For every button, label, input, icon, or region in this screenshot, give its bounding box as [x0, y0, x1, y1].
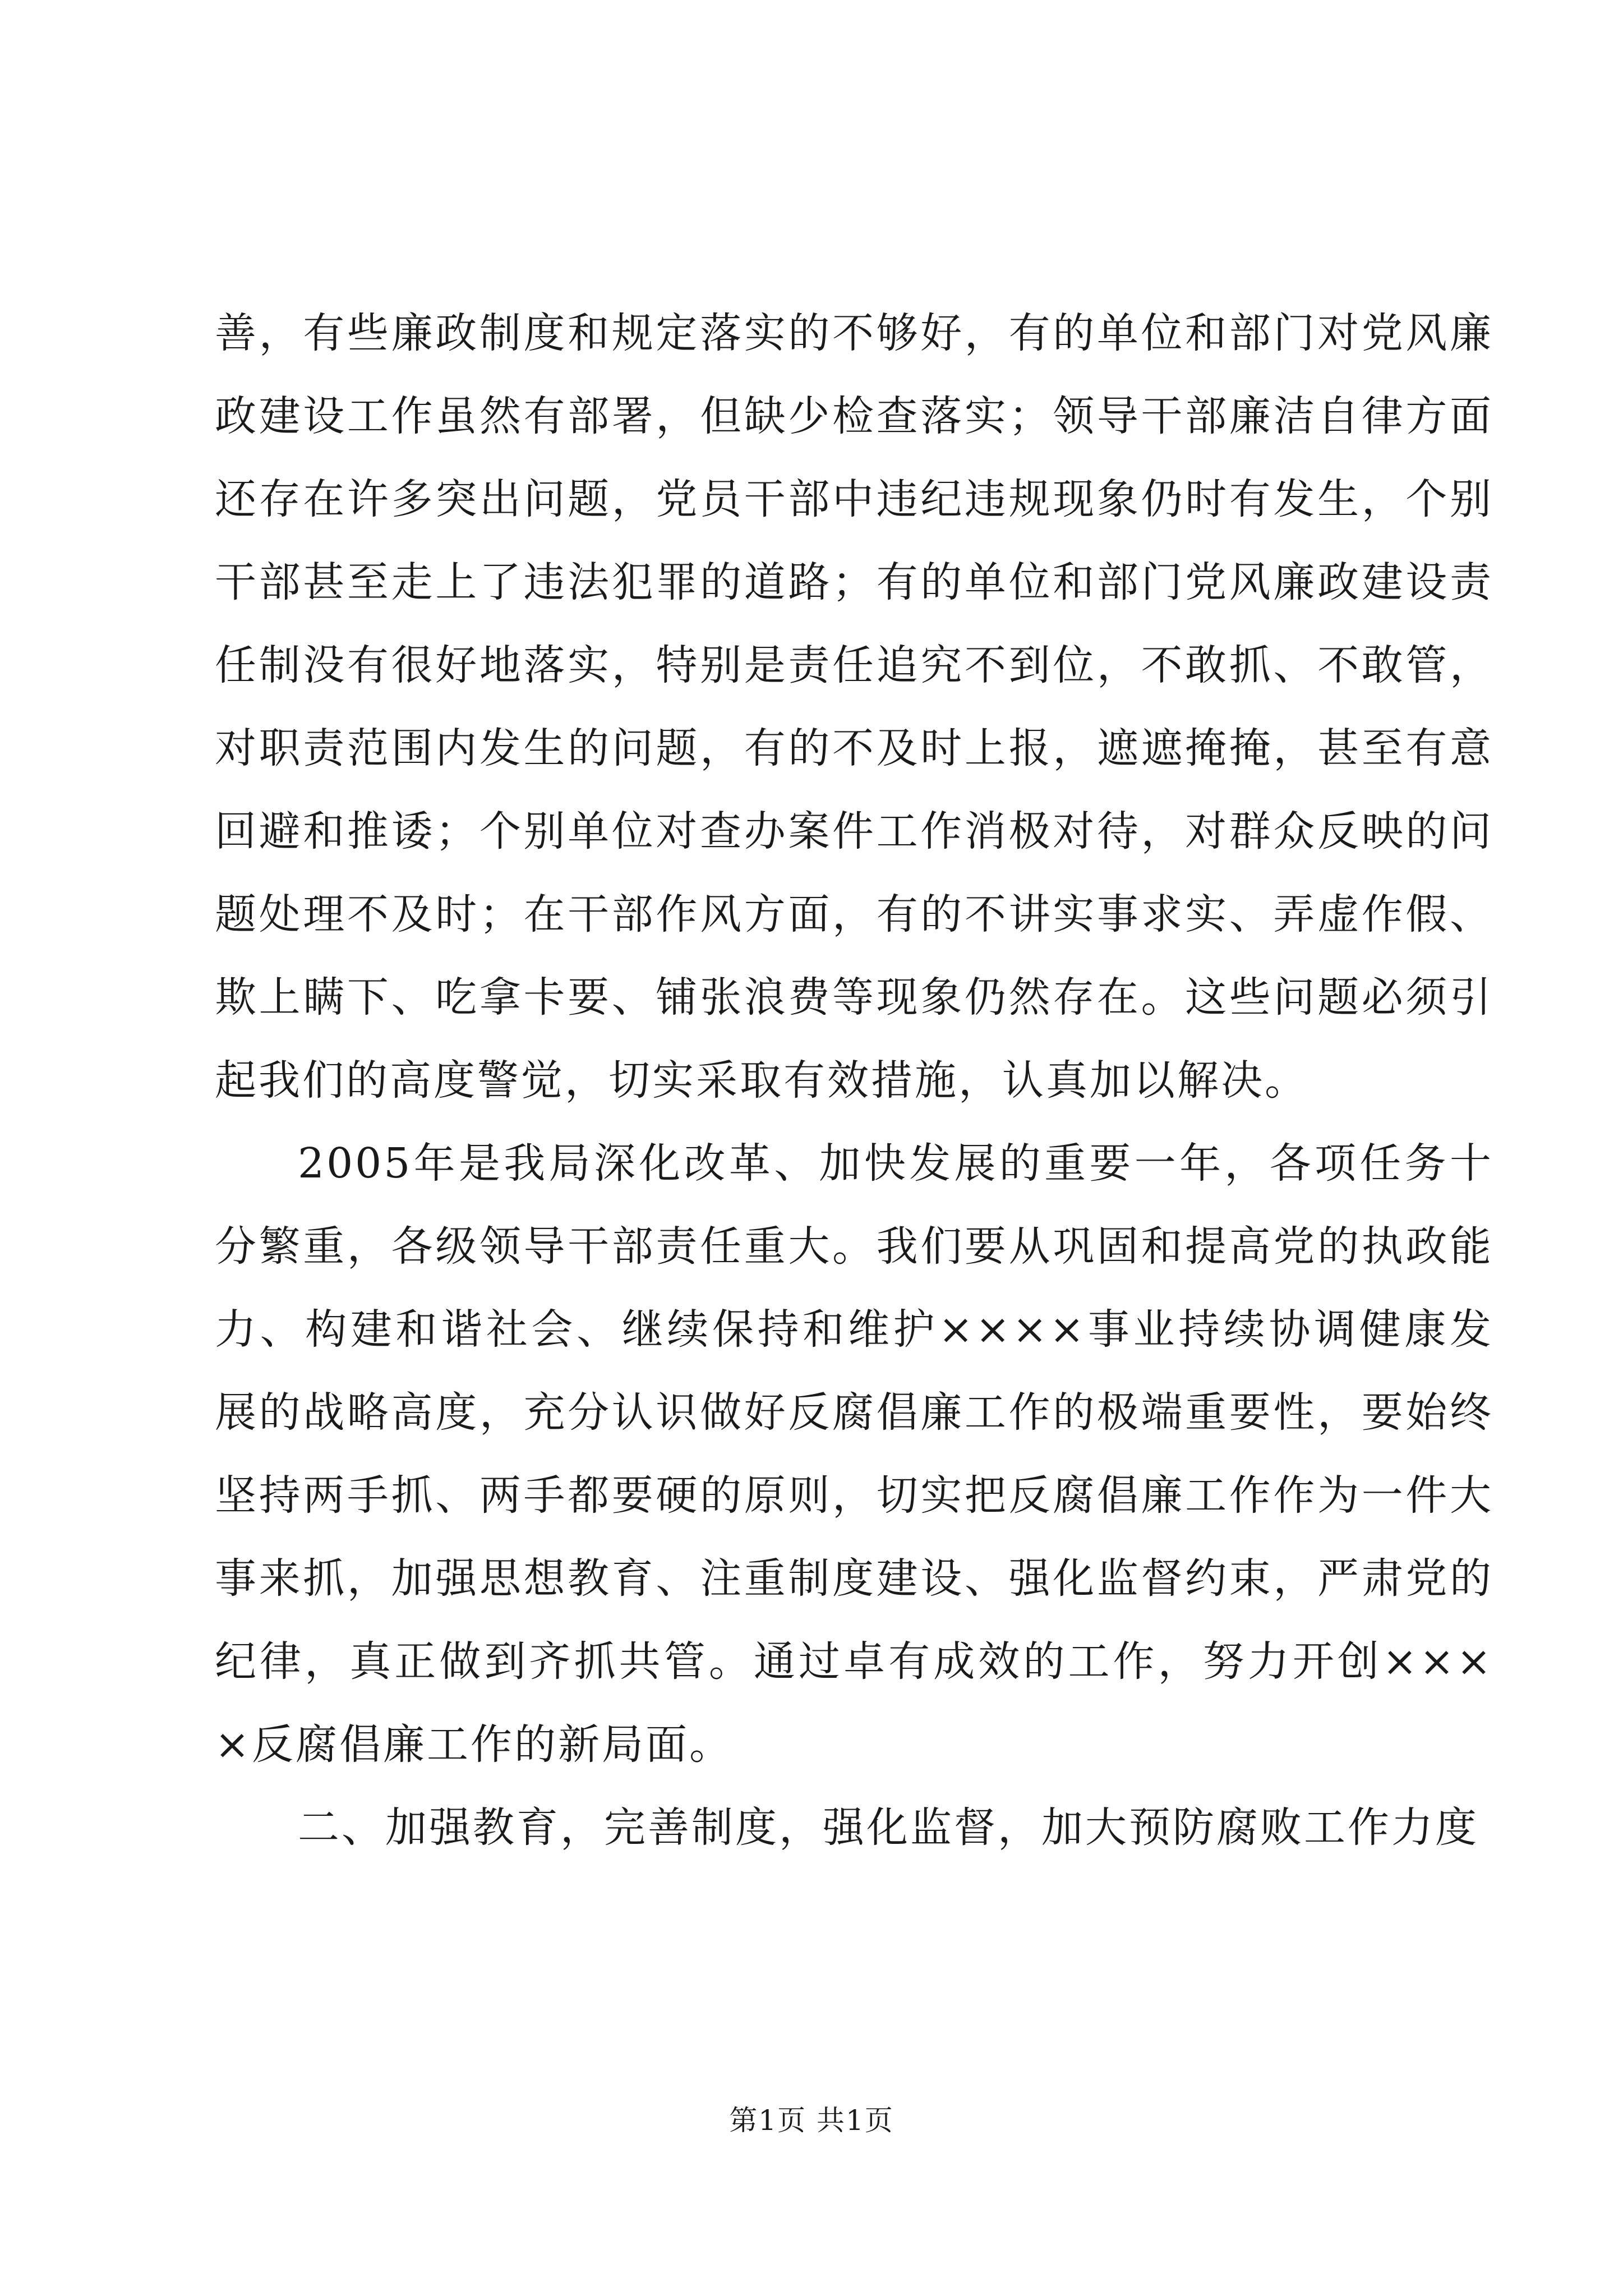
page-footer: 第1页 共1页: [729, 2104, 894, 2137]
paragraph-1: 善，有些廉政制度和规定落实的不够好，有的单位和部门对党风廉政建设工作虽然有部署，但缺少检查落实；领导干部廉洁自律方面还存在许多突出问题，党员干部中违纪违规现象仍时有发生，个别干部甚至走上了违法犯罪的道路；有的单位和部门党风廉政建设责任制没有很好地落实，特别是责任追究不到位，不敢抓、不敢管，对职责范围内发生的问题，有的不及时上报，遮遮掩掩，甚至有意回避和推诿；个别单位对查办案件工作消极对待，对群众反映的问题处理不及时；在干部作风方面，有的不讲实事求实、弄虚作假、欺上瞒下、吃拿卡要、铺张浪费等现象仍然存在。这些问题必须引起我们的高度警觉，切实采取有效措施，认真加以解决。: [215, 309, 1493, 1105]
section-heading-2: 二、加强教育，完善制度，强化监督，加大预防腐败工作力度: [298, 1803, 1479, 1852]
document-body: [215, 292, 1493, 1869]
paragraph-2: 2005年是我局深化改革、加快发展的重要一年，各项任务十分繁重，各级领导干部责任重大。我们要从巩固和提高党的执政能力、构建和谐社会、继续保持和维护××××事业持续协调健康发展的战略高度，充分认识做好反腐倡廉工作的极端重要性，要始终坚持两手抓、两手都要硬的原则，切实把反腐倡廉工作作为一件大事来抓，加强思想教育、注重制度建设、强化监督约束，严肃党的纪律，真正做到齐抓共管。通过卓有成效的工作，努力开创××××反腐倡廉工作的新局面。: [215, 1139, 1493, 1769]
